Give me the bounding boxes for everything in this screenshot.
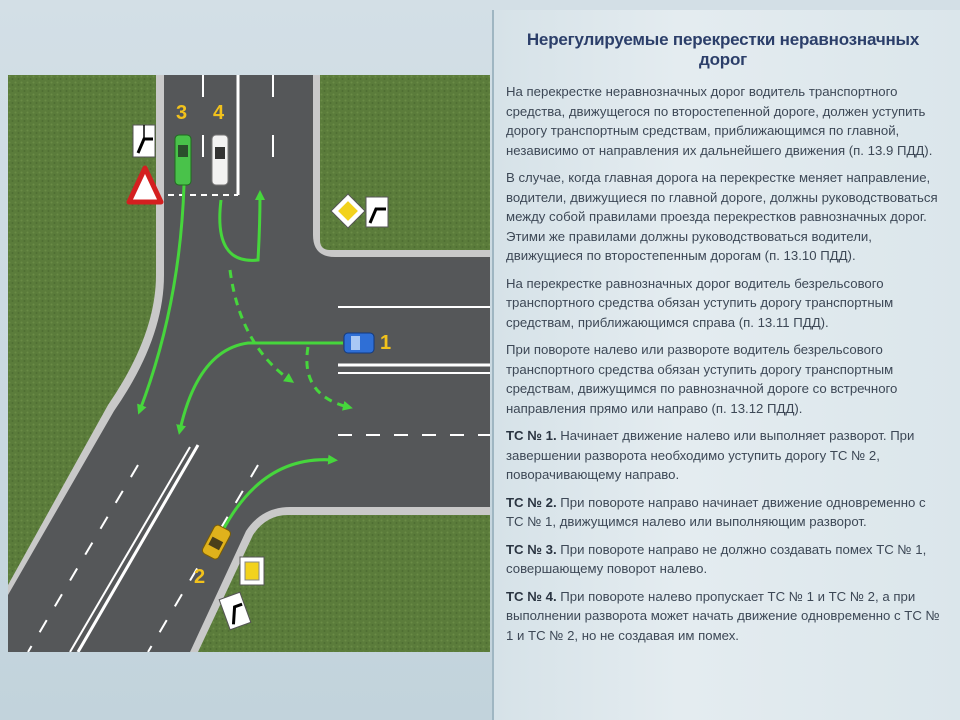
car-number-1: 1 [380, 332, 392, 354]
vehicle-3-note [506, 540, 940, 579]
vehicle-4-note [506, 587, 940, 646]
rule-paragraph-13-9: На перекрестке неравнозначных дорог водитель транспортного средства, движущегося по второстепенной дороге, должен уступить дорогу транспортным средствам, приближающимся по главной, независимо от направления их дальнейшего движения (п. 13.9 ПДД). [506, 84, 933, 158]
main-road-sign-bottom-icon [240, 557, 264, 585]
vehicle-4-text: При повороте налево пропускает ТС № 1 и ТС № 2, а при выполнении разворота может начать движение одновременно с ТС № 1 и ТС № 2, но не создавая им помех. [506, 588, 940, 643]
car-1 [344, 333, 374, 353]
car-number-3: 3 [176, 102, 188, 124]
vehicle-2-label: ТС № 2. [506, 494, 557, 510]
intersection-svg [8, 75, 490, 652]
main-road-direction-plate-top-left-icon [133, 125, 155, 157]
vehicle-3-text: При повороте направо не должно создавать помех ТС № 1, совершающему поворот налево. [506, 541, 927, 576]
vehicle-1-label: ТС № 1. [506, 428, 557, 443]
vehicle-1-note [506, 426, 940, 485]
vehicle-4-label: ТС № 4. [506, 588, 557, 604]
rule-paragraph-13-12: При повороте налево или развороте водитель безрельсового транспортного средства обязан уступить дорогу транспортным средствам, движущимся по равнозначной дороге со встречного направления прямо или направо (п. 13.12 ПДД). [506, 342, 898, 416]
text-panel [492, 10, 960, 720]
rule-paragraph-13-10: В случае, когда главная дорога на перекрестке меняет направление, водители, движущиеся по главной дороге, должны руководствоваться между собой правилами проезда перекрестков равнозначных дорог. Этими же правилами должны руководствоваться водители, движущиеся по второстепенным дорогам (п. 13.10 ПДД). [506, 170, 938, 263]
car-3 [175, 135, 191, 185]
panel-title: Нерегулируемые перекрестки неравнозначных дорог [526, 30, 920, 69]
rule-paragraph-13-11: На перекрестке равнозначных дорог водитель безрельсового транспортного средства обязан уступить дорогу транспортным средствам, приближающимся справа (п. 13.11 ПДД). [506, 275, 894, 330]
car-number-2: 2 [194, 566, 206, 588]
main-road-direction-plate-icon [366, 197, 388, 227]
car-4 [212, 135, 228, 185]
vehicle-2-note [506, 493, 940, 532]
intersection-diagram [8, 75, 490, 652]
car-number-4: 4 [213, 102, 225, 124]
vehicle-1-text: Начинает движение налево или выполняет разворот. При завершении разворота необходимо уступить дорогу ТС № 2, поворачивающему направо. [506, 428, 915, 482]
vehicle-2-text: При повороте направо начинает движение одновременно с ТС № 1, движущимся налево или выполняющим разворот. [506, 494, 926, 529]
vehicle-3-label: ТС № 3. [506, 541, 557, 557]
